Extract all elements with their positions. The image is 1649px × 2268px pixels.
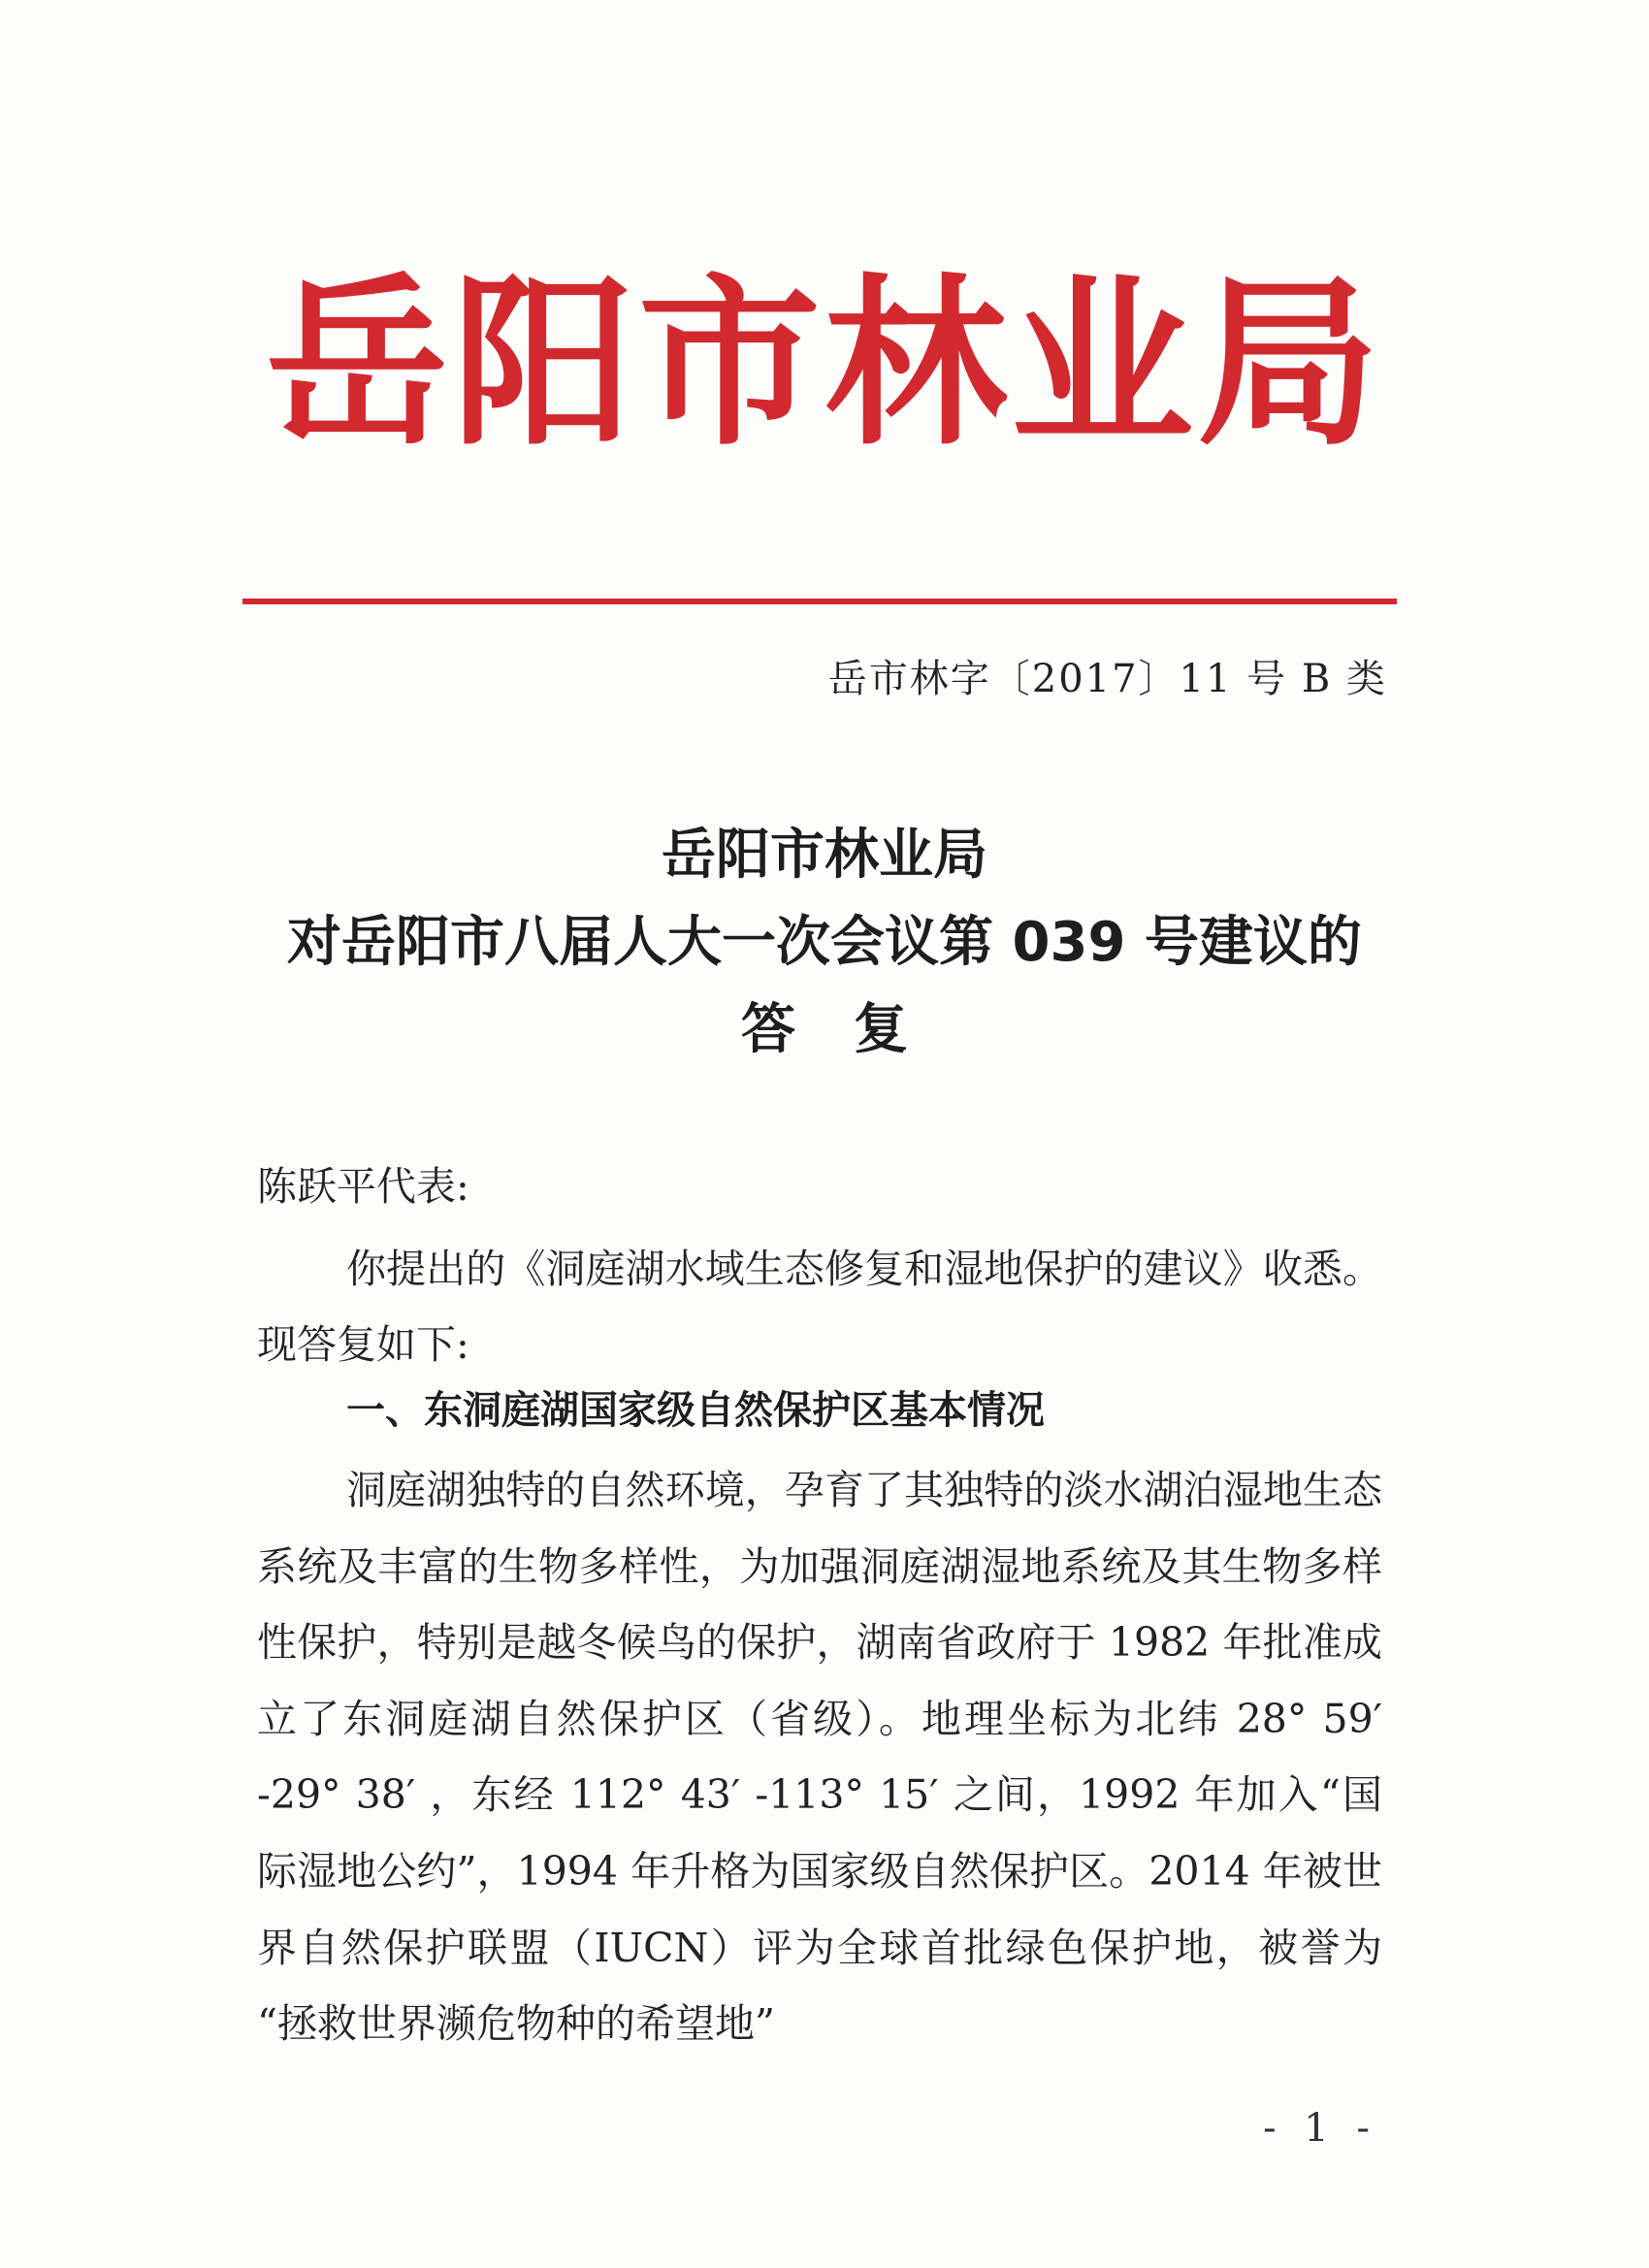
masthead-red-rule (242, 599, 1397, 604)
paragraph-reserve-overview: 洞庭湖独特的自然环境，孕育了其独特的淡水湖泊湿地生态系统及丰富的生物多样性，为加强洞庭湖湿地系统及其生物多样性保护，特别是越冬候鸟的保护，湖南省政府于 1982 年批准成立了东洞庭湖自然保护区（省级）。地理坐标为北纬 28° 59′ -29° 38′ ，东经 112° 43′ -113° 15′ 之间，1992 年加入“国际湿地公约”，1994 年升格为国家级自然保护区。2014 年被世界自然保护联盟（IUCN）评为全球首批绿色保护地，被誉为 “拯救世界濒危物种的希望地” (257, 1467, 1382, 2048)
title-line-3: 答复 (741, 998, 966, 1061)
masthead-org-name: 岳阳市林业局 (266, 256, 1383, 470)
page-number: - 1 - (1263, 2106, 1377, 2151)
paragraph-acknowledgement: 你提出的《洞庭湖水域生态修复和湿地保护的建议》收悉。现答复如下: (257, 1246, 1382, 1368)
document-number: 岳市林字〔2017〕11 号 B 类 (827, 657, 1387, 701)
title-line-1: 岳阳市林业局 (662, 824, 987, 887)
title-line-2: 对岳阳市八届人大一次会议第 039 号建议的 (287, 911, 1362, 974)
salutation: 陈跃平代表: (257, 1163, 469, 1210)
section-heading-1: 一、东洞庭湖国家级自然保护区基本情况 (346, 1388, 1045, 1433)
